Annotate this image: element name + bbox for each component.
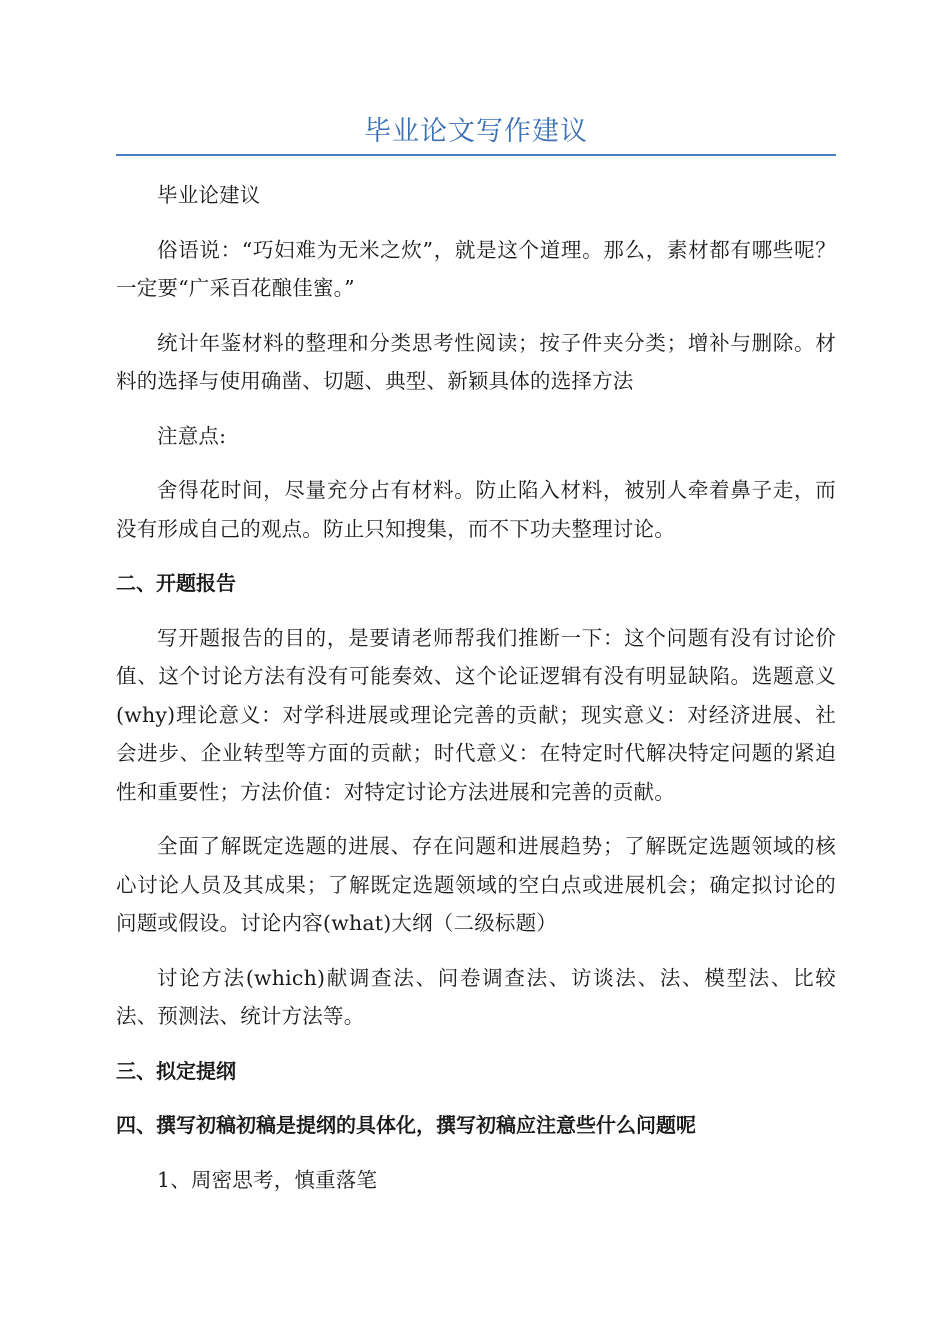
paragraph-proverb: 俗语说：“巧妇难为无米之炊”，就是这个道理。那么，素材都有哪些呢？一定要“广采百花酿佳蜜。” xyxy=(116,237,836,300)
paragraph-proposal-research: 全面了解既定选题的进展、存在问题和进展趋势；了解既定选题领域的核心讨论人员及其成果；了解既定选题领域的空白点或进展机会；确定拟讨论的问题或假设。讨论内容(what)大纲（二级标题） xyxy=(116,834,836,935)
title-underline xyxy=(116,154,836,156)
paragraph-proposal-methods: 讨论方法(which)献调查法、问卷调查法、访谈法、法、模型法、比较法、预测法、统计方法等。 xyxy=(116,965,836,1028)
paragraph-intro: 毕业论建议 xyxy=(157,183,261,207)
document-body xyxy=(116,176,836,1199)
section-heading-draft: 四、撰写初稿初稿是提纲的具体化，撰写初稿应注意些什么问题呢 xyxy=(116,1113,696,1137)
document-page xyxy=(116,0,836,1215)
section-heading-outline: 三、拟定提纲 xyxy=(116,1058,236,1083)
section-heading-proposal: 二、开题报告 xyxy=(116,571,236,595)
paragraph-materials: 统计年鉴材料的整理和分类思考性阅读；按子件夹分类；增补与删除。材料的选择与使用确凿、切题、典型、新颖具体的选择方法 xyxy=(116,330,836,393)
document-title: 毕业论文写作建议 xyxy=(364,116,588,147)
paragraph-proposal-purpose: 写开题报告的目的，是要请老师帮我们推断一下：这个问题有没有讨论价值、这个讨论方法有没有可能奏效、这个论证逻辑有没有明显缺陷。选题意义(why)理论意义：对学科进展或理论完善的贡献；现实意义：对经济进展、社会进步、企业转型等方面的贡献；时代意义：在特定时代解决特定问题的紧迫性和重要性；方法价值：对特定讨论方法进展和完善的贡献。 xyxy=(116,625,836,804)
paragraph-notes: 舍得花时间，尽量充分占有材料。防止陷入材料，被别人牵着鼻子走，而没有形成自己的观点。防止只知搜集，而不下功夫整理讨论。 xyxy=(116,478,836,541)
paragraph-notes-label: 注意点: xyxy=(157,423,227,448)
paragraph-draft-point-1: 1、周密思考，慎重落笔 xyxy=(157,1167,378,1192)
